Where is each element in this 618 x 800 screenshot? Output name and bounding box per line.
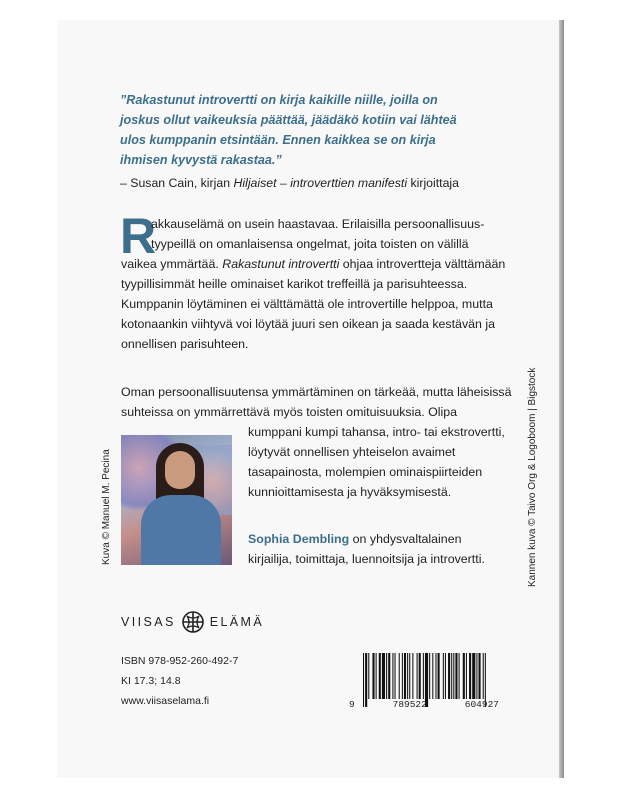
- intro-line: kotonaankin viihtyvä voi löytää juuri sen oikean ja saada kestävän ja: [121, 317, 496, 331]
- isbn: ISBN 978-952-260-492-7: [121, 655, 239, 667]
- barcode-bar: [469, 653, 471, 699]
- barcode-digits: [349, 699, 499, 711]
- review-quote: [120, 90, 520, 170]
- photo-shirt: [141, 495, 221, 565]
- barcode-bar: [399, 653, 400, 699]
- author-desc: kirjailija, toimittaja, luennoitsija ja introvertti.: [248, 552, 485, 566]
- second-line: Oman persoonallisuutensa ymmärtäminen on tärkeää, mutta läheisissä: [121, 385, 512, 399]
- barcode-bar: [429, 653, 430, 699]
- barcode-bar: [432, 653, 433, 699]
- author-bio: [248, 529, 548, 569]
- barcode-bar: [386, 653, 387, 699]
- barcode-bar: [466, 653, 467, 699]
- publisher-name-right: ELÄMÄ: [209, 615, 265, 629]
- barcode-bar: [451, 653, 452, 699]
- barcode-bar: [453, 653, 454, 699]
- barcode-digit-group-2: 604927: [464, 699, 499, 710]
- barcode-bar: [376, 653, 377, 699]
- book-spine-edge: [559, 20, 564, 778]
- intro-line: tyypillisimmät heille ominaiset karikot treffeillä ja parisuhteessa.: [121, 277, 468, 291]
- attribution-prefix: – Susan Cain, kirjan: [120, 176, 234, 190]
- barcode-bar: [448, 653, 450, 699]
- intro-book-title: Rakastunut introvertti: [222, 257, 340, 271]
- second-paragraph: [121, 382, 521, 422]
- barcode-bar: [423, 653, 424, 699]
- barcode-bar: [372, 653, 374, 699]
- author-bio-line-1: [248, 529, 548, 549]
- quote-line: ihmisen kyvystä rakastaa.”: [120, 153, 282, 167]
- author-desc: on yhdysvaltalainen: [349, 532, 462, 546]
- publisher-emblem-icon: [182, 611, 204, 633]
- second-line: suhteissa on ymmärrettävä myös toisten omituisuuksia. Olipa: [121, 405, 458, 419]
- second-paragraph-indented: [248, 422, 538, 502]
- barcode-bar: [479, 653, 481, 699]
- barcode-bar: [395, 653, 396, 699]
- photo-credit: Kuva © Manuel M. Pecina: [101, 449, 112, 565]
- attribution-book-title: Hiljaiset – introverttien manifesti: [233, 176, 408, 190]
- barcode-bar: [445, 653, 446, 699]
- photo-face: [165, 451, 195, 489]
- barcode-bar: [472, 653, 475, 699]
- intro-paragraph: [121, 254, 521, 354]
- barcode-bar: [368, 653, 369, 699]
- barcode-bar: [438, 653, 440, 699]
- intro-line-rest: ohjaa introvertteja välttämään: [339, 257, 506, 271]
- drop-cap: R: [120, 208, 157, 264]
- intro-line: akkauselämä on usein haastavaa. Erilaisilla persoonallisuus-: [151, 217, 485, 231]
- library-class: KI 17.3; 14.8: [121, 675, 181, 687]
- barcode-bar: [459, 653, 460, 699]
- barcode-bar: [382, 653, 385, 699]
- intro-line: Kumppanin löytäminen ei välttämättä ole introvertille helppoa, mutta: [121, 297, 493, 311]
- author-photo: [121, 435, 232, 565]
- second-line: kunnioittamisesta ja hyväksymisestä.: [248, 485, 452, 499]
- barcode-bar: [407, 653, 408, 699]
- barcode-bar: [483, 653, 484, 699]
- publisher-url: www.viisaselama.fi: [121, 695, 210, 707]
- intro-line-3: [121, 254, 521, 274]
- cover-credit: Kannen kuva © Taivo Org & Logoboom | Bigstock: [527, 367, 538, 587]
- barcode-bar: [404, 653, 406, 699]
- publisher-logo: [121, 610, 271, 634]
- quote-line: ulos kumppanin etsintään. Ennen kaikkea se on kirja: [120, 133, 436, 147]
- second-line: löytyvät onnellisen yhteiselon avaimet: [248, 445, 456, 459]
- barcode-bar: [455, 653, 457, 699]
- attribution-suffix: kirjoittaja: [407, 176, 460, 190]
- second-line: tasapainosta, molempien ominaispiirteiden: [248, 465, 483, 479]
- barcode-bar: [392, 653, 393, 699]
- quote-line: ”Rakastunut introvertti on kirja kaikille niille, joilla on: [120, 93, 438, 107]
- barcode-bar: [409, 653, 410, 699]
- barcode-bar: [435, 653, 436, 699]
- barcode-bar: [388, 653, 390, 699]
- barcode-bar: [419, 653, 421, 699]
- barcode-bar: [476, 653, 477, 699]
- barcode-bar: [463, 653, 465, 699]
- barcode-bar: [412, 653, 413, 699]
- quote-line: joskus ollut vaikeuksia päättää, jäädäkö kotiin vai lähteä: [120, 113, 457, 127]
- intro-line: vaikea ymmärtää.: [121, 257, 219, 271]
- intro-paragraph-top: [151, 214, 511, 254]
- intro-line: onnellisen parisuhteen.: [121, 337, 249, 351]
- second-line: kumppani kumpi tahansa, intro- tai ekstrovertti,: [248, 425, 505, 439]
- author-name: Sophia Dembling: [248, 532, 350, 546]
- barcode-bar: [443, 653, 444, 699]
- barcode-bar: [379, 653, 381, 699]
- barcode-digit-group-1: 789522: [392, 699, 427, 710]
- barcode-bar: [402, 653, 403, 699]
- barcode-first-digit: 9: [349, 699, 355, 710]
- barcode-bar: [417, 653, 418, 699]
- publisher-name-left: VIISAS: [121, 615, 176, 629]
- quote-attribution: [120, 174, 550, 192]
- intro-line: tyypeillä on omanlaisensa ongelmat, joita toisten on välillä: [151, 237, 469, 251]
